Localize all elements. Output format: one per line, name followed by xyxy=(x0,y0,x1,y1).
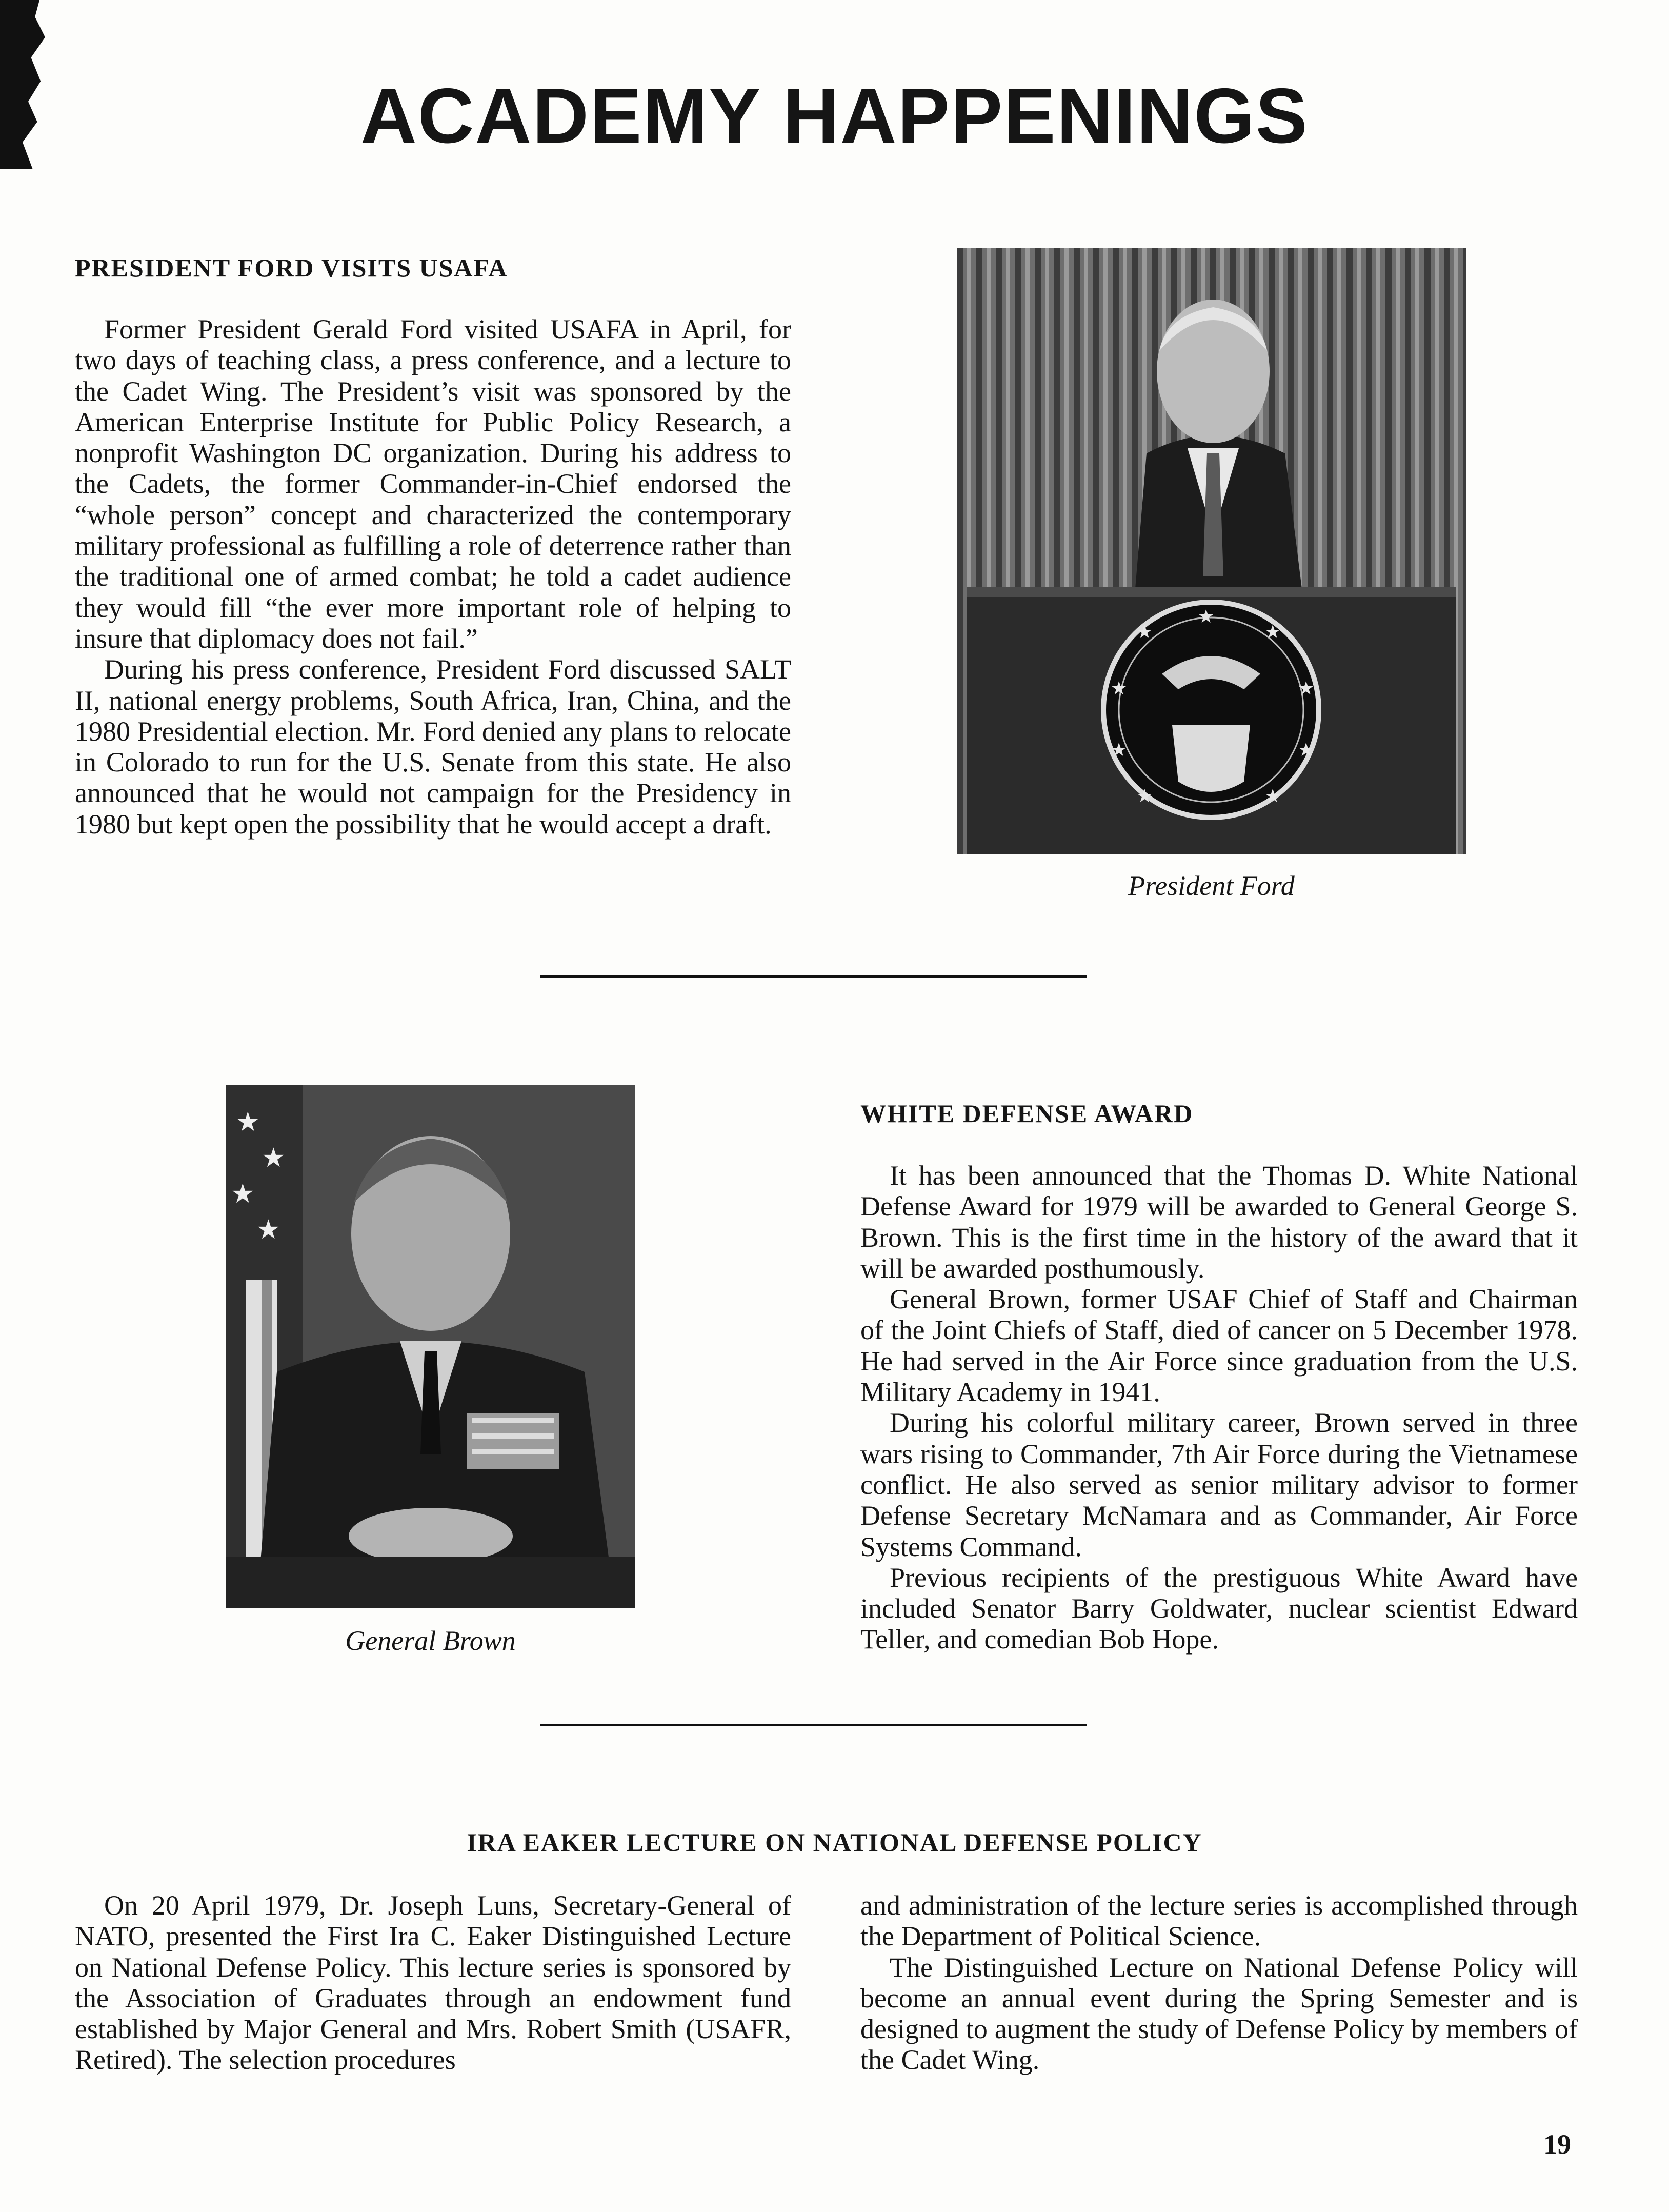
eaker-paragraph-2: and administration of the lecture series is accomplished through the Department of Political Science. xyxy=(860,1890,1578,1952)
white-award-paragraph-1: It has been announced that the Thomas D. White National Defense Award for 1979 will be awarded to General George S. Brown. This is the first time in the history of the award that it will be awarded posthumously. xyxy=(860,1160,1578,1284)
ford-heading: PRESIDENT FORD VISITS USAFA xyxy=(75,253,508,282)
svg-text:★: ★ xyxy=(231,1179,255,1209)
svg-text:★: ★ xyxy=(236,1107,260,1138)
eaker-left-column xyxy=(75,1890,791,2076)
eaker-paragraph-3: The Distinguished Lecture on National Defense Policy will become an annual event during the Spring Semester and is designed to augment the study of Defense Policy by members of the Cadet Wing. xyxy=(860,1951,1578,2076)
ford-paragraph-2: During his press conference, President Ford discussed SALT II, national energy problems, South Africa, Iran, China, and the 1980 Presidential election. Mr. Ford denied any plans to relocate in Colorado to run for the U.S. Senate from this state. He also announced that he would not campaign for the Presidency in 1980 but kept open the possibility that he would accept a draft. xyxy=(75,654,791,840)
white-award-paragraph-4: Previous recipients of the prestiguous White Award have included Senator Barry Goldwater, nuclear scientist Edward Teller, and comedian Bob Hope. xyxy=(860,1562,1578,1655)
eaker-right-column xyxy=(860,1890,1578,2076)
eaker-heading: IRA EAKER LECTURE ON NATIONAL DEFENSE POLICY xyxy=(467,1828,1202,1857)
white-award-paragraph-3: During his colorful military career, Brown served in three wars rising to Commander, 7th Air Force during the Vietnamese conflict. He also served as senior military advisor to former Defense Secretary McNamara and as Commander, Air Force Systems Command. xyxy=(860,1407,1578,1562)
section-divider xyxy=(540,1724,1087,1726)
svg-text:★: ★ xyxy=(1198,606,1215,627)
ford-article-body xyxy=(75,314,791,840)
white-award-article-body xyxy=(860,1160,1578,1655)
svg-text:★: ★ xyxy=(256,1214,280,1245)
white-award-heading: WHITE DEFENSE AWARD xyxy=(860,1099,1194,1128)
general-brown-photo xyxy=(226,1085,635,1608)
svg-text:★: ★ xyxy=(1111,678,1128,699)
svg-text:★: ★ xyxy=(1111,740,1128,761)
svg-text:★: ★ xyxy=(1264,786,1281,807)
page-title: ACADEMY HAPPENINGS xyxy=(360,72,1309,160)
page-number: 19 xyxy=(1543,2129,1571,2160)
eaker-paragraph-1: On 20 April 1979, Dr. Joseph Luns, Secretary-General of NATO, presented the First Ira C. Eaker Distinguished Lecture on National Defense Policy. This lecture series is sponsored by the Association of Graduates through an endowment fund established by Major General and Mrs. Robert Smith (USAFR, Retired). The selection procedures xyxy=(75,1890,791,2076)
president-ford-caption: President Ford xyxy=(1128,870,1295,901)
white-award-paragraph-2: General Brown, former USAF Chief of Staff and Chairman of the Joint Chiefs of Staff, died of cancer on 5 December 1978. He had served in the Air Force since graduation from the U.S. Military Academy in 1941. xyxy=(860,1284,1578,1408)
svg-text:★: ★ xyxy=(1136,786,1153,807)
svg-text:★: ★ xyxy=(1136,622,1153,643)
svg-text:★: ★ xyxy=(1298,740,1315,761)
ford-paragraph-1: Former President Gerald Ford visited USAFA in April, for two days of teaching class, a press conference, and a lecture to the Cadet Wing. The President’s visit was sponsored by the American Enterprise Institute for Public Policy Research, a nonprofit Washington DC organization. During his address to the Cadets, the former Commander-in-Chief endorsed the “whole person” concept and characterized the contemporary military professional as fulfilling a role of deterrence rather than the traditional one of armed combat; he told a cadet audience they would fill “the ever more important role of helping to insure that diplomacy does not fail.” xyxy=(75,314,791,654)
svg-text:★: ★ xyxy=(1264,622,1281,643)
section-divider xyxy=(540,975,1087,978)
svg-text:★: ★ xyxy=(262,1143,286,1173)
president-ford-photo xyxy=(957,248,1466,854)
general-brown-caption: General Brown xyxy=(345,1625,516,1656)
svg-text:★: ★ xyxy=(1298,678,1315,699)
